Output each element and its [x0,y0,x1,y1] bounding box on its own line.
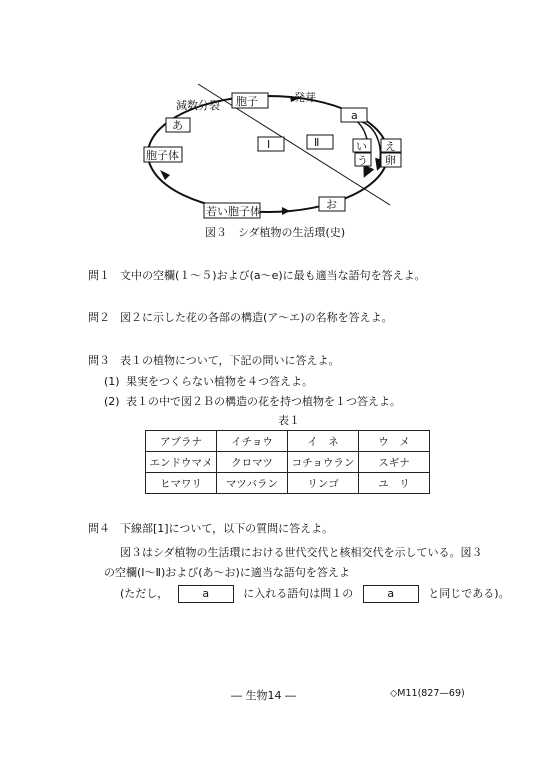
table-cell: クロマツ [217,452,288,473]
table-cell: リンゴ [288,473,359,494]
label-spore: 胞子 [236,95,258,108]
table-cell: ウ メ [359,431,430,452]
question-text: 下線部[1]について，以下の質問に答えよ。 [120,522,334,535]
page-number: ― 生物14 ― [231,689,296,702]
question-number: 問４ [88,522,110,535]
figure-3-diagram [0,0,537,240]
subquestion-text: 果実をつくらない植物を４つ答えよ。 [126,375,313,388]
subquestion-text: 表１の中で図２Ｂの構造の花を持つ植物を１つ答えよ。 [126,395,401,408]
table-row [146,452,430,473]
table-cell: イチョウ [217,431,288,452]
label-box-e: え [385,140,396,153]
table-cell: アブラナ [146,431,217,452]
question-text: 表１の植物について，下記の問いに答えよ。 [120,354,340,367]
label-young-sporophyte: 若い胞子体 [206,205,261,218]
note-prefix: (ただし， [120,587,169,600]
question-number: 問１ [88,269,110,282]
table-cell: マツバラン [217,473,288,494]
subquestion-number: (2) [104,395,120,408]
question-number: 問２ [88,311,110,324]
label-box-a: a [351,109,358,122]
note-suffix: と同じである)。 [428,587,510,600]
label-box-u: う [357,154,368,167]
label-sporophyte: 胞子体 [146,149,179,162]
question-4-note [120,585,510,603]
note-middle: に入れる語句は問１の [243,587,354,600]
question-4-line-1: 図３はシダ植物の生活環における世代交代と核相交代を示している。図３ [120,546,483,559]
arrow-head-bottom [282,207,290,215]
question-4-line-2: の空欄(Ⅰ〜Ⅱ)および(あ〜お)に適当な語句を答えよ [104,566,350,579]
table-cell: コチョウラン [288,452,359,473]
table-1-title: 表１ [278,414,300,427]
label-germination: 発芽 [294,91,316,104]
table-1 [145,430,430,494]
label-meiosis: 減数分裂 [176,99,220,112]
question-number: 問３ [88,354,110,367]
label-box-II: Ⅱ [314,136,320,149]
table-cell: ユ リ [359,473,430,494]
table-row [146,431,430,452]
table-cell: エンドウマメ [146,452,217,473]
answer-box-a-ref: a [363,585,419,603]
label-box-i: い [356,140,367,153]
arrow-head-left [160,170,170,180]
subquestion-number: (1) [104,375,120,388]
table-row [146,473,430,494]
figure-3-caption: 図３ シダ植物の生活環(史) [205,226,346,239]
table-cell: ヒマワリ [146,473,217,494]
label-box-I: Ⅰ [267,138,271,151]
label-box-ano: あ [172,119,183,132]
table-cell: イ ネ [288,431,359,452]
answer-box-a: a [178,585,234,603]
document-code: ◇M11(827—69) [390,688,465,699]
label-box-o: お [326,198,337,211]
question-text: 文中の空欄(１〜５)および(a〜e)に最も適当な語句を答えよ。 [120,269,426,282]
label-egg: 卵 [385,154,396,167]
table-cell: スギナ [359,452,430,473]
question-text: 図２に示した花の各部の構造(ア〜エ)の名称を答えよ。 [120,311,393,324]
